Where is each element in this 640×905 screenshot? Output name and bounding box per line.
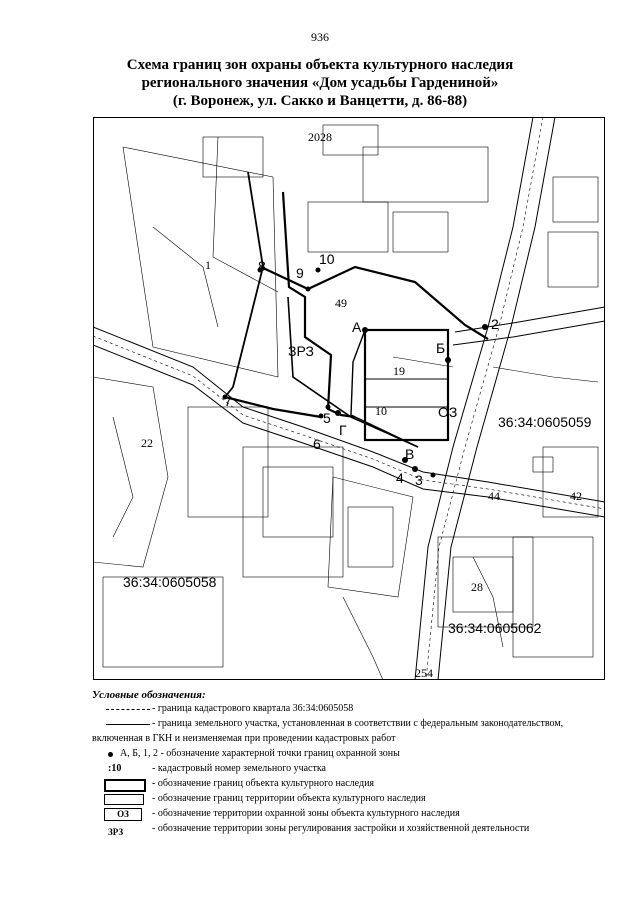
- point-marker: [335, 410, 341, 416]
- cadastral-code-label: 36:34:0605062: [448, 620, 542, 636]
- point-label: 2: [491, 316, 499, 332]
- parcel-label: 19: [393, 364, 405, 378]
- oz-symbol: ОЗ: [104, 808, 142, 821]
- page-number: 936: [311, 30, 329, 44]
- legend-item: [92, 807, 612, 822]
- legend-item-text: А, Б, 1, 2 - обозначение характерной точки границ охранной зоны: [120, 748, 400, 759]
- point-label: 7: [224, 393, 232, 409]
- point-label: А: [352, 319, 362, 335]
- point-marker: [482, 324, 488, 330]
- point-marker: [445, 357, 451, 363]
- legend-item: [92, 762, 612, 777]
- legend-item: [92, 732, 612, 747]
- title-line-3: (г. Воронеж, ул. Сакко и Ванцетти, д. 86-88): [172, 93, 468, 109]
- heritage-boundary-symbol: [104, 779, 146, 792]
- zrz-symbol: ЗРЗ: [108, 827, 124, 837]
- legend-item-text: - кадастровый номер земельного участка: [152, 763, 326, 774]
- legend-item-text: - обозначение границ территории объекта культурного наследия: [152, 793, 426, 804]
- point-marker: [316, 268, 321, 273]
- cadastral-code-label: 36:34:0605058: [123, 574, 217, 590]
- parcel-label: 49: [335, 296, 347, 310]
- point-marker: [306, 287, 311, 292]
- legend-item-text: - обозначение территории охранной зоны объекта культурного наследия: [152, 808, 460, 819]
- parcel-label: 2028: [308, 130, 332, 144]
- point-marker: [431, 473, 436, 478]
- legend-item: [92, 792, 612, 807]
- point-label: 10: [319, 251, 335, 267]
- parcel-label: 42: [570, 489, 582, 503]
- legend-item-text: - граница земельного участка, установленная в соответствии с федеральным законодательством,: [152, 718, 564, 729]
- legend-item: [92, 822, 612, 837]
- title-line-1: Схема границ зон охраны объекта культурного наследия: [126, 57, 514, 73]
- zrz-label: ЗРЗ: [288, 343, 314, 359]
- legend-item: [92, 777, 612, 792]
- point-label: 4: [396, 470, 404, 486]
- parcel-label: 44: [488, 489, 500, 503]
- legend-item-text: - обозначение границ объекта культурного наследия: [152, 778, 375, 789]
- cadastral-map: [93, 117, 605, 680]
- point-label: В: [405, 446, 415, 462]
- parcel-label: 22: [141, 436, 153, 450]
- legend-item-text: - граница кадастрового квартала 36:34:0605058: [152, 703, 354, 714]
- point-marker: [362, 327, 368, 333]
- parcel-label: 28: [471, 580, 483, 594]
- cadastral-code-label: 36:34:0605059: [498, 414, 592, 430]
- page-title: [60, 56, 580, 110]
- point-marker: [326, 405, 331, 410]
- legend-item: [92, 747, 612, 762]
- point-label: 8: [258, 258, 266, 274]
- oz-label: ОЗ: [438, 404, 458, 420]
- parcel-code-symbol: :10: [108, 763, 122, 774]
- point-label: Б: [436, 340, 446, 356]
- legend-header: Условные обозначения:: [92, 689, 206, 701]
- legend-item: [92, 702, 612, 717]
- point-label: 5: [323, 410, 331, 426]
- point-label: 9: [296, 265, 304, 281]
- map-canvas: [93, 117, 605, 680]
- legend-item-text: - обозначение территории зоны регулирования застройки и хозяйственной деятельности: [152, 823, 530, 834]
- map-legend: [92, 688, 612, 837]
- dashed-line-symbol: [106, 709, 150, 710]
- title-line-2: регионального значения «Дом усадьбы Гардениной»: [141, 75, 499, 91]
- heritage-territory-symbol: [104, 794, 144, 805]
- parcel-label: 10: [375, 404, 387, 418]
- point-label: Г: [339, 422, 347, 438]
- parcel-label: 1: [205, 258, 211, 272]
- point-label: 3: [415, 472, 423, 488]
- solid-line-symbol: [106, 724, 150, 725]
- point-label: 6: [313, 436, 321, 452]
- legend-item: [92, 717, 612, 732]
- legend-item-text: включенная в ГКН и неизменяемая при проведении кадастровых работ: [92, 733, 396, 744]
- point-symbol: [108, 752, 113, 757]
- parcel-label: 254: [415, 666, 433, 680]
